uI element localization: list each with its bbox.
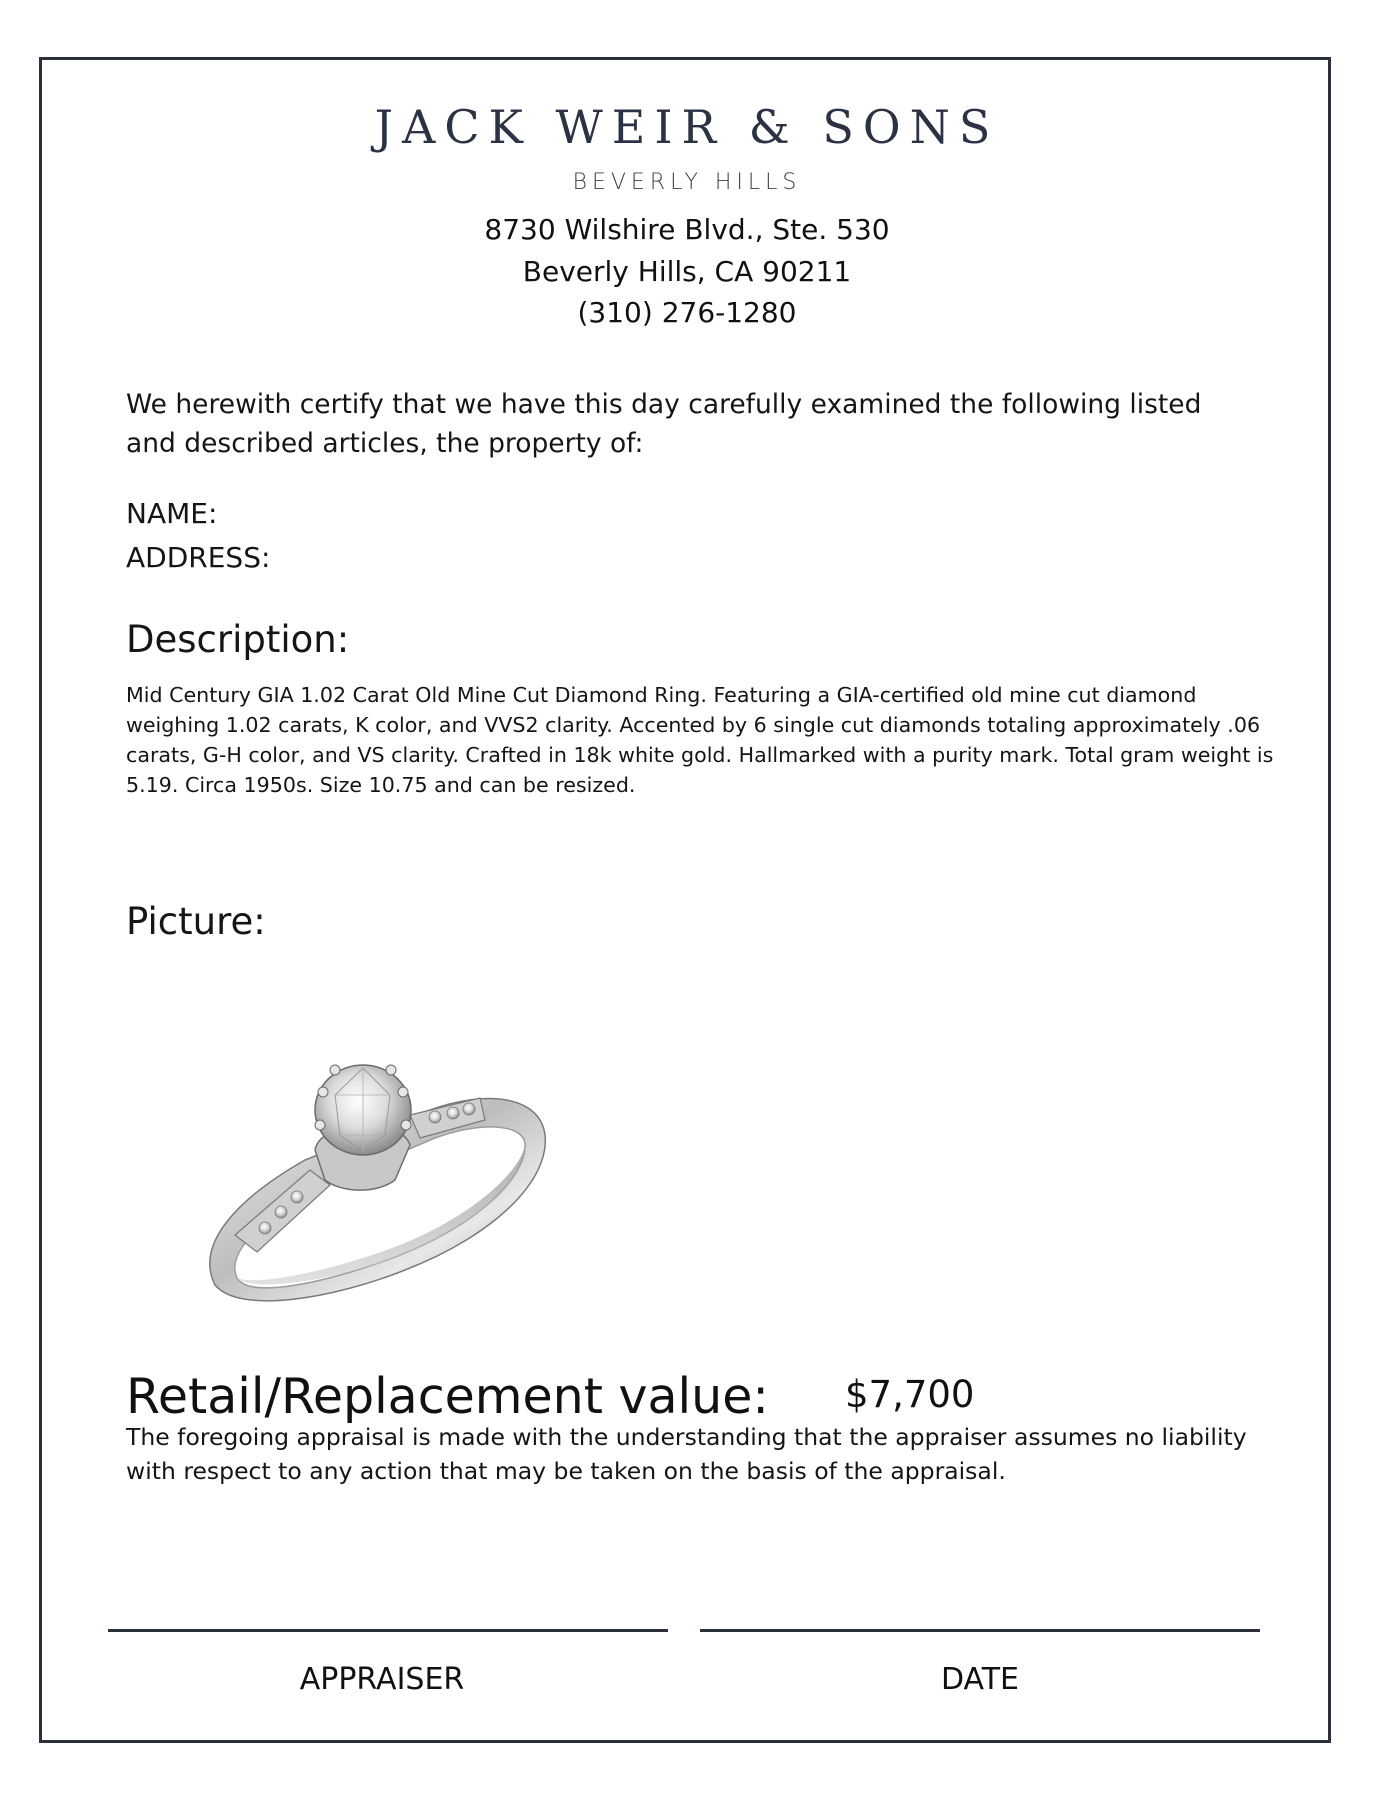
address-line-2: Beverly Hills, CA 90211 xyxy=(522,255,852,288)
disclaimer-text: The foregoing appraisal is made with the understanding that the appraiser assumes no liability with respect to any action that may be taken on the basis of the appraisal. xyxy=(126,1423,1247,1485)
diamond-ring-image xyxy=(195,1020,565,1320)
description-text: Mid Century GIA 1.02 Carat Old Mine Cut Diamond Ring. Featuring a GIA-certified old mine cut diamond weighing 1.02 carats, K color, and VVS2 clarity. Accented by 6 single cut diamonds totaling approximately .06 carats, G-H color, and VS clarity. Crafted in 18k white gold. Hallmarked with a purity mark. Total gram weight is 5.19. Circa 1950s. Size 10.75 and can be resized. xyxy=(126,683,1274,797)
address-line-1: 8730 Wilshire Blvd., Ste. 530 xyxy=(484,213,890,246)
description-heading: Description: xyxy=(126,618,350,661)
picture-heading: Picture: xyxy=(126,900,266,943)
date-signature-line[interactable] xyxy=(700,1629,1260,1632)
date-label: DATE xyxy=(940,1662,1020,1697)
name-field-label: NAME: xyxy=(126,497,218,530)
appraiser-signature-line[interactable] xyxy=(108,1629,668,1632)
certification-statement: We herewith certify that we have this day carefully examined the following listed and described articles, the property of: xyxy=(126,389,1202,459)
retail-value-amount: $7,700 xyxy=(845,1373,975,1416)
company-name: JACK WEIR & SONS xyxy=(374,100,1000,154)
company-city: BEVERLY HILLS xyxy=(572,170,802,195)
appraiser-label: APPRAISER xyxy=(299,1662,465,1697)
retail-value-label: Retail/Replacement value: xyxy=(126,1368,769,1425)
address-field-label: ADDRESS: xyxy=(126,541,271,574)
phone-number: (310) 276-1280 xyxy=(577,296,797,329)
